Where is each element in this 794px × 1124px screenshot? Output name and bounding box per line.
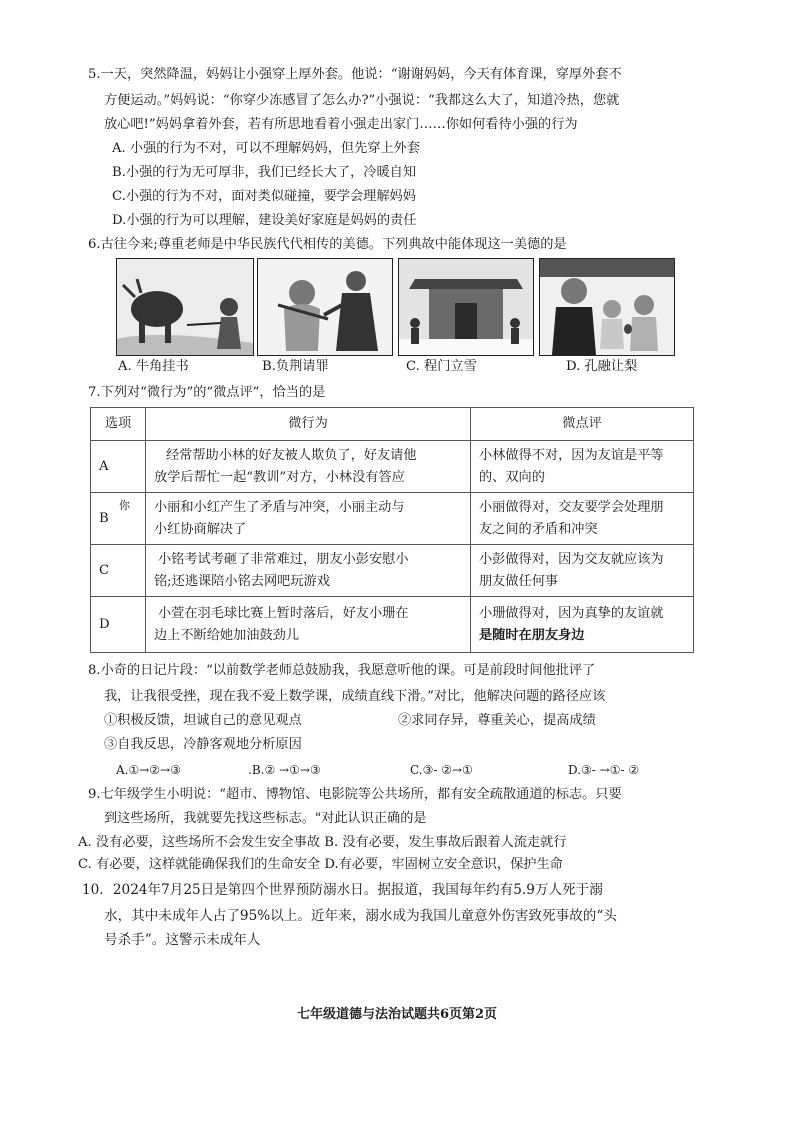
q7-row-a-comment	[471, 441, 694, 493]
q7-row-b-behavior-line-2: 小红协商解决了	[154, 521, 247, 537]
q7-row-a-comment-line-2: 的、双向的	[479, 469, 545, 485]
q5-stem-line-3: 放心吧!”妈妈拿着外套，若有所思地看着小强走出家门……你如何看待小强的行为	[104, 117, 578, 132]
q7-row-d-behavior-line-2: 边上不断给她加油鼓劲儿	[154, 627, 300, 643]
q8-option-b: .B.② →①→③	[248, 763, 321, 777]
q10-stem-line-1: 10．2024年7月25日是第四个世界预防溺水日。据报道，我国每年约有5.9万人死于溺	[82, 882, 603, 898]
q7-row-d-label: D	[91, 597, 146, 653]
q8-item-3: ③自我反思，冷静客观地分析原因	[104, 737, 302, 752]
q7-row-a-behavior-line-2: 放学后帮忙一起“教训”对方，小林没有答应	[154, 469, 405, 485]
q7-header-comment: 微点评	[471, 408, 694, 441]
q7-row-b-comment	[471, 493, 694, 545]
q7-row-d-comment	[471, 597, 694, 653]
q6-option-b: B.负荆请罪	[262, 359, 329, 374]
q7-stem: 7.下列对“微行为”的“微点评”，恰当的是	[88, 385, 326, 400]
q7-row-d-comment-line-2: 是随时在朋友身边	[479, 627, 585, 643]
q8-option-c: C.③- ②→①	[410, 763, 473, 777]
q10-stem-line-2: 水，其中未成年人占了95%以上。近年来，溺水成为我国儿童意外伤害致死事故的“头	[104, 908, 617, 924]
q9-options-line-1: A. 没有必要，这些场所不会发生安全事故 B. 没有必要，发生事故后跟着人流走就行	[78, 835, 567, 850]
table-row	[91, 597, 694, 653]
q6-option-a: A. 牛角挂书	[118, 359, 189, 374]
q6-stem: 6.古往今来;尊重老师是中华民族代代相传的美德。下列典故中能体现这一美德的是	[88, 237, 567, 252]
q9-options-line-2: C. 有必要，这样就能确保我们的生命安全 D.有必要，牢固树立安全意识，保护生命	[78, 857, 563, 872]
q8-stem-line-2: 我，让我很受挫，现在我不爱上数学课，成绩直线下滑。”对比，他解决问题的路径应该	[104, 689, 606, 704]
q7-row-b-comment-line-2: 友之间的矛盾和冲突	[479, 521, 598, 537]
q7-row-a-behavior-line-1: 经常帮助小林的好友被人欺负了，好友请他	[166, 447, 417, 463]
q7-row-b-label-cell	[91, 493, 146, 545]
illustration-thorns-apology	[257, 258, 393, 356]
q9-stem-line-2: 到这些场所，我就要先找这些标志。"对此认识正确的是	[104, 811, 427, 826]
q7-row-c-behavior-line-2: 铭;还逃课陪小铭去网吧玩游戏	[154, 573, 330, 589]
q7-row-b-label: B	[99, 510, 109, 526]
q7-row-d-comment-line-1: 小珊做得对，因为真挚的友谊就	[479, 605, 664, 621]
q7-row-c-behavior	[146, 545, 471, 597]
q7-row-b-behavior	[146, 493, 471, 545]
q5-stem-line-1: 5.一天，突然降温，妈妈让小强穿上厚外套。他说：“谢谢妈妈，今天有体育课，穿厚外套不	[88, 67, 622, 82]
table-row	[91, 545, 694, 597]
q8-stem-line-1: 8.小奇的日记片段：“以前数学老师总鼓励我，我愿意听他的课。可是前段时间他批评了	[88, 663, 596, 678]
page-footer: 七年级道德与法治试题共6页第2页	[296, 1007, 498, 1022]
q5-stem-line-2: 方便运动。”妈妈说：“你穿少冻感冒了怎么办?”小强说：“我都这么大了，知道冷热，您就	[104, 93, 620, 108]
q7-row-b-comment-line-1: 小丽做得对，交友要学会处理朋	[479, 499, 664, 515]
table-row	[91, 441, 694, 493]
table-row	[91, 493, 694, 545]
q7-table	[90, 407, 694, 653]
q7-header-behavior: 微行为	[146, 408, 471, 441]
q7-row-d-behavior-line-1: 小萱在羽毛球比赛上暂时落后，好友小珊在	[158, 605, 409, 621]
q8-option-a: A.①→②→③	[116, 763, 181, 777]
illustration-snow-door	[398, 258, 534, 356]
q7-table-header	[91, 408, 694, 441]
q7-row-c-comment-line-2: 朋友做任何事	[479, 573, 559, 589]
q7-row-c-comment-line-1: 小彭做得对，因为交友就应该为	[479, 551, 664, 567]
q7-row-a-behavior	[146, 441, 471, 493]
q8-item-2: ②求同存异，尊重关心，提高成绩	[398, 713, 596, 728]
q10-stem-line-3: 号杀手”。这警示未成年人	[104, 932, 261, 948]
q5-option-b: B.小强的行为无可厚非，我们已经长大了，冷暖自知	[112, 165, 417, 180]
q7-row-a-label: A	[91, 441, 146, 493]
q6-option-c: C. 程门立雪	[406, 359, 477, 374]
illustration-cow-horn	[116, 258, 254, 356]
q5-option-d: D.小强的行为可以理解，建设美好家庭是妈妈的责任	[112, 213, 417, 228]
q7-row-b-behavior-line-1: 小丽和小红产生了矛盾与冲突，小丽主动与	[154, 499, 405, 515]
q7-row-c-comment	[471, 545, 694, 597]
q5-option-c: C.小强的行为不对，面对类似碰撞，要学会理解妈妈	[112, 189, 416, 204]
illustration-pear-sharing	[539, 258, 675, 356]
q7-row-c-behavior-line-1: 小铭考试考砸了非常难过，朋友小彭安慰小	[158, 551, 409, 567]
q5-option-a: A. 小强的行为不对，可以不理解妈妈，但先穿上外套	[112, 141, 421, 156]
q8-item-1: ①积极反馈，坦诚自己的意见观点	[104, 713, 302, 728]
q7-row-a-comment-line-1: 小林做得不对，因为友谊是平等	[479, 447, 664, 463]
q6-option-d: D. 孔融让梨	[566, 359, 638, 374]
q9-stem-line-1: 9.七年级学生小明说：“超市、博物馆、电影院等公共场所，都有安全疏散通道的标志。只要	[88, 787, 622, 802]
q7-row-c-label: C	[91, 545, 146, 597]
q8-option-d: D.③- →①- ②	[568, 763, 640, 777]
q7-row-d-behavior	[146, 597, 471, 653]
q7-header-option: 选项	[91, 408, 146, 441]
q7-row-b-margin-mark: 你	[119, 499, 130, 512]
